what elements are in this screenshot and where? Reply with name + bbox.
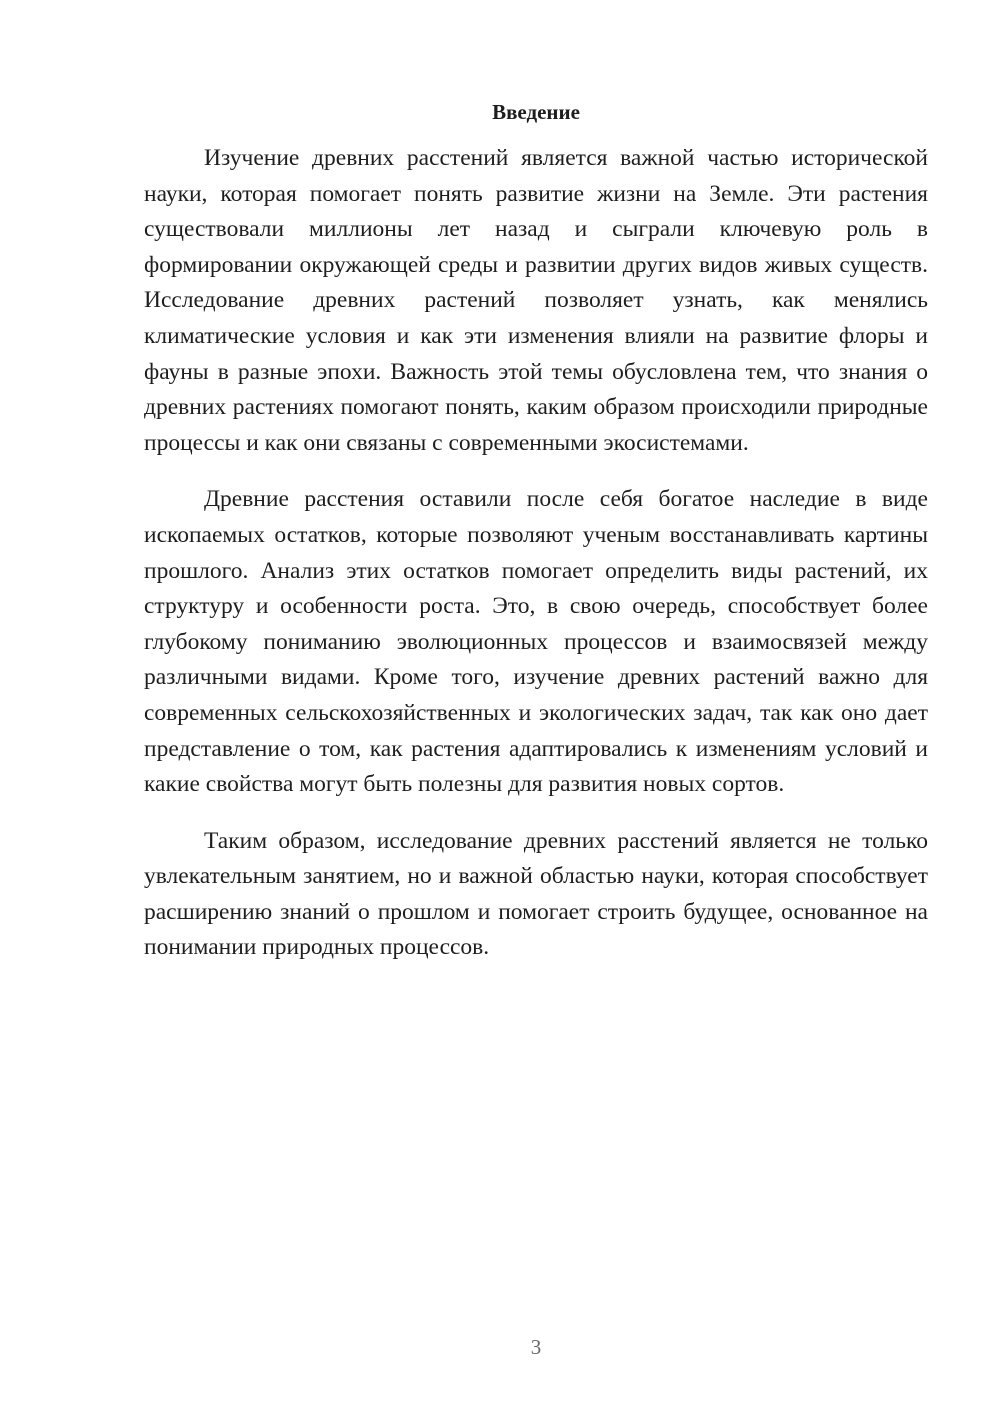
section-heading: Введение <box>492 100 580 124</box>
body-text <box>144 141 928 987</box>
paragraph: Таким образом, исследование древних расстений является не только увлекательным занятием, но и важной областью науки, которая способствует расширению знаний о прошлом и помогает строить будущее, основанное на понимании природных процессов. <box>144 827 928 961</box>
paragraph: Древние расстения оставили после себя богатое наследие в виде ископаемых остатков, которые позволяют ученым восстанавливать картины прошлого. Анализ этих остатков помогает определить виды растений, их структуру и особенности роста. Это, в свою очередь, способствует более глубокому пониманию эволюционных процессов и взаимосвязей между различными видами. Кроме того, изучение древних растений важно для современных сельскохозяйственных и экологических задач, так как оно дает представление о том, как растения адаптировались к изменениям условий и какие свойства могут быть полезны для развития новых сортов. <box>144 486 928 798</box>
page-number: 3 <box>530 1335 542 1359</box>
paragraph: Изучение древних расстений является важной частью исторической науки, которая помогает понять развитие жизни на Земле. Эти растения существовали миллионы лет назад и сыграли ключевую роль в формировании окружающей среды и развитии других видов живых существ. Исследование древних растений позволяет узнать, как менялись климатические условия и как эти изменения влияли на развитие флоры и фауны в разные эпохи. Важность этой темы обусловлена тем, что знания о древних растениях помогают понять, каким образом происходили природные процессы и как они связаны с современными экосистемами. <box>144 145 928 456</box>
